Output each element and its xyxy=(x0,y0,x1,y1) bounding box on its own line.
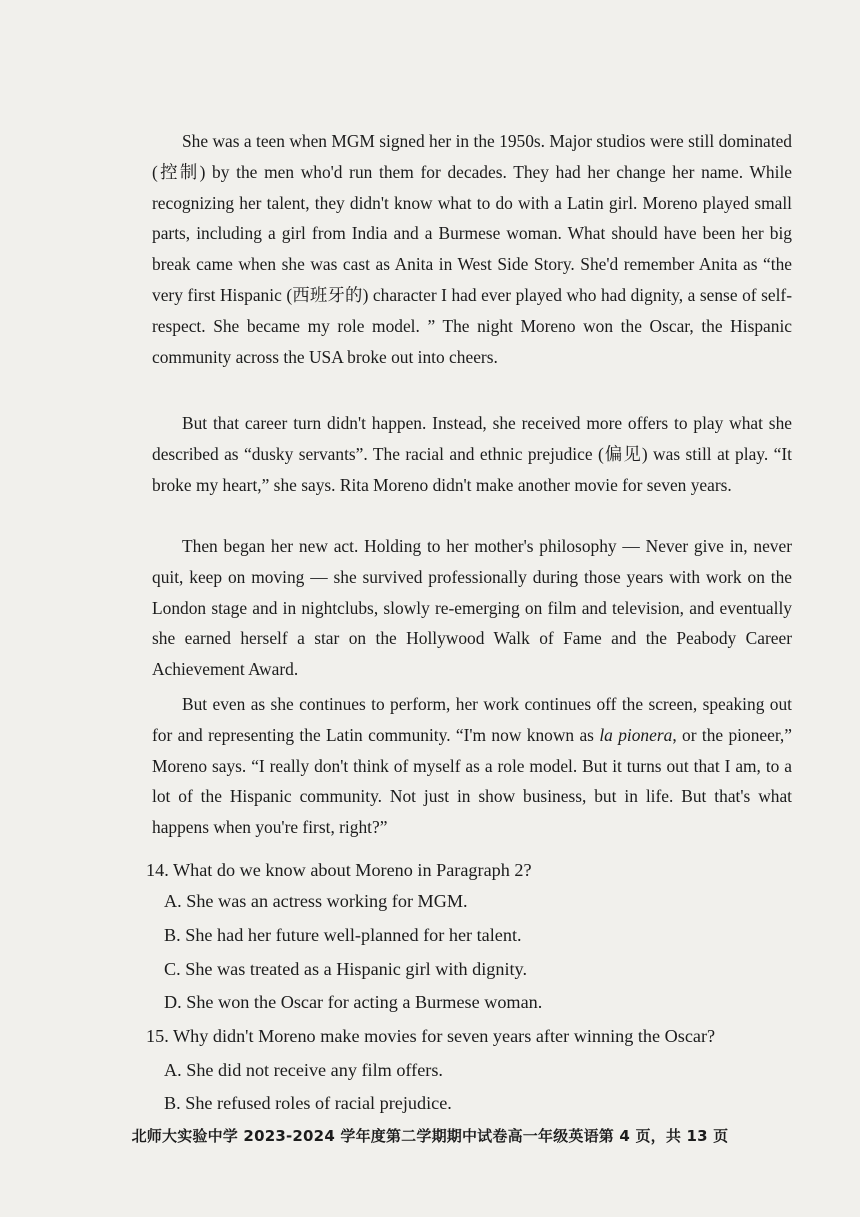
passage-paragraph-2: But that career turn didn't happen. Instead, she received more offers to play what she described as “dusky servants”. The racial and ethnic prejudice (偏见) was still at play. “It broke my heart,” she says. Rita Moreno didn't make another movie for seven years. xyxy=(152,413,792,495)
passage-paragraph-1: She was a teen when MGM signed her in the 1950s. Major studios were still dominated (控制) by the men who'd run them for decades. They had her change her name. While recognizing her talent, they didn't know what to do with a Latin girl. Moreno played small parts, including a girl from India and a Burmese woman. What should have been her big break came when she was cast as Anita in West Side Story. She'd remember Anita as “the very first Hispanic (西班牙的) character I had ever played who had dignity, a sense of self-respect. She became my role model. ” The night Moreno won the Oscar, the Hispanic community across the USA broke out into cheers. xyxy=(152,131,792,367)
paragraph-4-text-end: , or the pioneer,” Moreno says. “I really don't think of myself as a role model. But it turns out that I am, to a lot of the Hispanic community. Not just in show business, but in life. But that's what happens when you're first, right?” xyxy=(152,724,792,838)
question-15-stem: 15. Why didn't Moreno make movies for seven years after winning the Oscar? xyxy=(146,1026,716,1046)
question-14-option-d: D. She won the Oscar for acting a Burmese woman. xyxy=(164,992,543,1012)
question-14-option-b: B. She had her future well-planned for her talent. xyxy=(164,925,522,945)
question-14-option-a: A. She was an actress working for MGM. xyxy=(164,891,468,911)
passage-paragraph-3: Then began her new act. Holding to her mother's philosophy — Never give in, never quit, keep on moving — she survived professionally during those years with work on the London stage and in nightclubs, slowly re-emerging on film and television, and eventually she earned herself a star on the Hollywood Walk of Fame and the Peabody Career Achievement Award. xyxy=(152,536,792,680)
question-14-option-c: C. She was treated as a Hispanic girl with dignity. xyxy=(164,959,528,979)
question-15-option-a: A. She did not receive any film offers. xyxy=(164,1060,443,1080)
paragraph-4-text-start: But even as she continues to perform, her work continues off the screen, speaking out for and representing the Latin community. “I'm now known as xyxy=(152,694,792,745)
page-footer: 北师大实验中学 2023-2024 学年度第二学期期中试卷高一年级英语第 4 页，共 13 页 xyxy=(131,1127,729,1145)
paragraph-4-italic-term: la pionera xyxy=(599,724,673,745)
question-15-option-b: B. She refused roles of racial prejudice. xyxy=(164,1093,452,1113)
question-14-stem: 14. What do we know about Moreno in Paragraph 2? xyxy=(146,860,532,880)
passage-paragraph-4 xyxy=(152,689,792,843)
